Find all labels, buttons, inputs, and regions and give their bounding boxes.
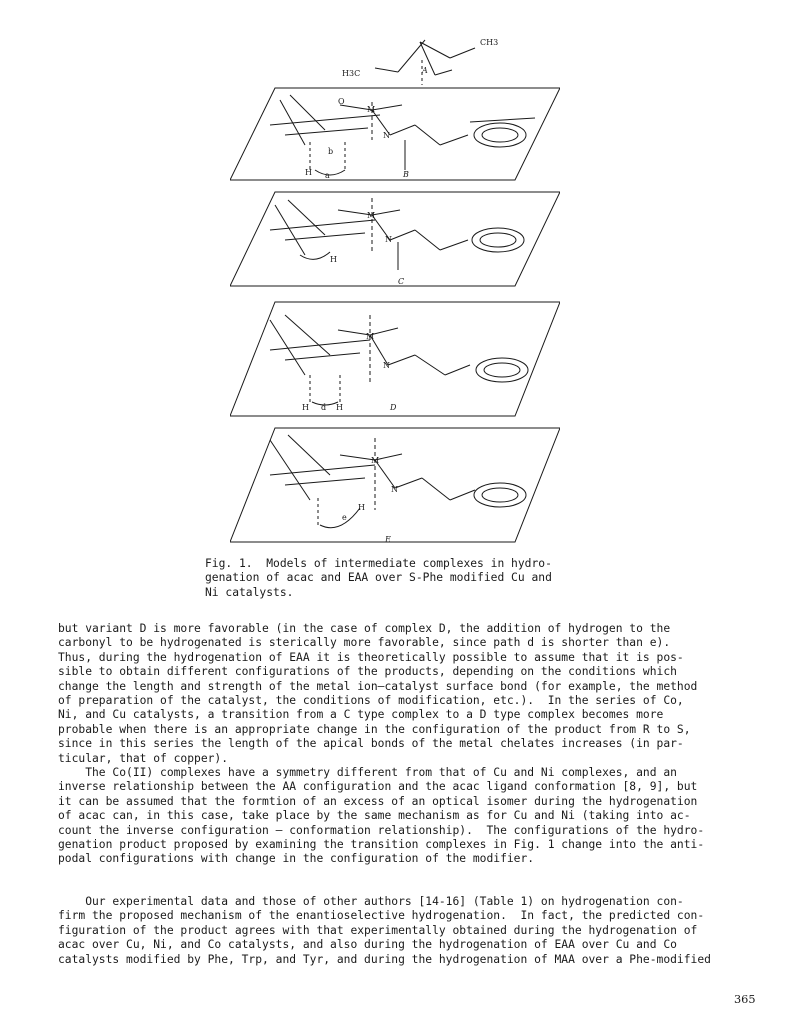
label-h3c: H3C	[342, 69, 361, 78]
caption-line: Ni catalysts.	[205, 585, 294, 599]
text-line: but variant D is more favorable (in the case of complex D, the addition of hydrogen to the	[58, 622, 671, 635]
label-m-d: M	[366, 332, 375, 341]
text-line: acac over Cu, Ni, and Co catalysts, and also during the hydrogenation of EAA over Cu and Co	[58, 938, 677, 952]
text-line: inverse relationship between the AA configuration and the acac ligand conformation [8, 9], but	[58, 780, 698, 794]
complex-models-drawing	[230, 30, 560, 550]
panel-label-a: A	[422, 66, 428, 75]
text-line: change the length and strength of the metal ion—catalyst surface bond (for example, the method	[58, 679, 698, 693]
body-paragraph-2	[58, 766, 758, 867]
text-line: catalysts modified by Phe, Trp, and Tyr, and during the hydrogenation of MAA over a Phe-modified	[58, 952, 711, 966]
label-m-b: M	[367, 105, 376, 114]
text-line: sible to obtain different configurations of the products, depending on the conditions which	[58, 665, 677, 679]
label-e-path: e	[342, 513, 347, 522]
text-line: Thus, during the hydrogenation of EAA it is theoretically possible to assume that it is pos-	[58, 650, 684, 664]
text-line: Our experimental data and those of other authors [14-16] (Table 1) on hydrogenation con-	[58, 895, 684, 908]
text-line: podal configurations with change in the configuration of the modifier.	[58, 852, 535, 866]
text-line: genation product proposed by examining the transition complexes in Fig. 1 change into the anti-	[58, 838, 705, 852]
panel-label-e: E	[385, 535, 391, 544]
caption-line: genation of acac and EAA over S-Phe modified Cu and	[205, 571, 552, 585]
label-o-b: O	[338, 97, 345, 106]
label-h-d2: H	[336, 403, 343, 412]
caption-line: Fig. 1. Models of intermediate complexes in hydro-	[205, 557, 552, 570]
label-h-b: H	[305, 168, 312, 177]
text-line: of acac can, in this case, take place by the same mechanism as for Cu and Ni (taking into ac-	[58, 809, 691, 823]
label-b-path: b	[328, 147, 334, 156]
text-line: carbonyl to be hydrogenated is sterically more favorable, since path d is shorter than e).	[58, 636, 671, 650]
label-m-c: M	[367, 211, 376, 220]
label-h-d1: H	[302, 403, 309, 412]
panel-label-b: B	[403, 170, 409, 179]
text-line: ticular, that of copper).	[58, 751, 229, 765]
label-n-d: N	[383, 361, 390, 370]
label-a-path: a	[325, 171, 330, 180]
panel-label-d: D	[390, 403, 397, 412]
label-h-e: H	[358, 503, 365, 512]
label-h-c: H	[330, 255, 337, 264]
figure-1	[230, 30, 560, 550]
text-line: figuration of the product agrees with that experimentally obtained during the hydrogenation of	[58, 923, 698, 937]
label-n-e: N	[391, 485, 398, 494]
text-line: of preparation of the catalyst, the conditions of modification, etc.). In the series of Co,	[58, 694, 684, 708]
page-number: 365	[734, 993, 756, 1006]
text-line: firm the proposed mechanism of the enantioselective hydrogenation. In fact, the predicted con-	[58, 909, 705, 923]
body-paragraph-3	[58, 895, 758, 967]
text-line: The Co(II) complexes have a symmetry different from that of Cu and Ni complexes, and an	[58, 766, 677, 779]
label-ch3: CH3	[480, 38, 499, 47]
panel-label-c: C	[398, 277, 405, 286]
text-line: since in this series the length of the apical bonds of the metal chelates increases (in par-	[58, 737, 684, 751]
text-line: count the inverse configuration — conformation relationship). The configurations of the hydro-	[58, 823, 705, 837]
body-paragraph-1	[58, 622, 758, 766]
label-d-path: d	[321, 403, 327, 412]
figure-caption	[205, 557, 605, 600]
label-n-c: N	[385, 235, 392, 244]
label-n-b: N	[383, 131, 390, 140]
label-m-e: M	[371, 456, 380, 465]
text-line: probable when there is an appropriate change in the configuration of the product from R to S,	[58, 722, 691, 736]
text-line: Ni, and Cu catalysts, a transition from a C type complex to a D type complex becomes more	[58, 708, 664, 722]
text-line: it can be assumed that the formtion of an excess of an optical isomer during the hydrogenation	[58, 794, 698, 808]
